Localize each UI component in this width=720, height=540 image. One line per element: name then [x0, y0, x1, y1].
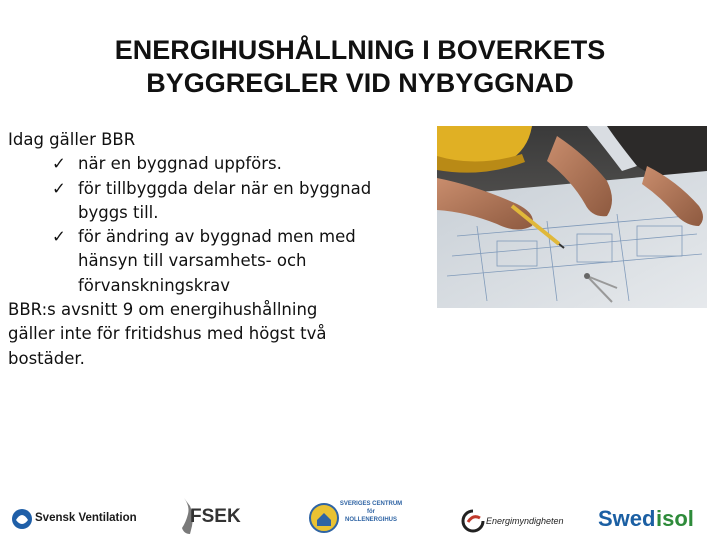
footer-text: gäller inte för fritidshus med högst två [8, 324, 327, 344]
swedisol-text-b: isol [656, 506, 694, 531]
bullet-item [8, 225, 428, 298]
bullet-text-cont: förvanskningskrav [78, 275, 230, 295]
bullet-text-cont: byggs till. [78, 202, 159, 222]
nollenergihus-logo [308, 498, 402, 538]
bullet-item [8, 152, 428, 176]
intro-text: Idag gäller BBR [8, 130, 136, 149]
partner-logos [0, 490, 720, 540]
energimyndigheten-text: Energimyndigheten [486, 516, 564, 526]
blueprint-photo [437, 126, 707, 308]
checkmark-icon: ✓ [52, 227, 66, 247]
swedisol-logo [598, 506, 714, 536]
nollenergihus-text-1: SVERIGES CENTRUM [339, 501, 403, 507]
slide-title [0, 34, 720, 100]
checkmark-icon: ✓ [52, 178, 66, 198]
bullet-text: för tillbyggda delar när en byggnad [78, 178, 372, 198]
swedisol-text-a: Swed [598, 506, 656, 531]
energimyndigheten-logo [460, 508, 570, 534]
bullet-text: för ändring av byggnad men med [78, 227, 356, 247]
footer-text: bostäder. [8, 348, 85, 368]
sun-house-icon [308, 502, 340, 534]
svensk-ventilation-text: Svensk Ventilation [35, 512, 137, 524]
slide-body [8, 128, 428, 371]
svensk-ventilation-logo [10, 506, 137, 534]
nollenergihus-text-3: NOLLENERGIHUS [344, 517, 397, 523]
bullet-item [8, 177, 428, 226]
footer-text: BBR:s avsnitt 9 om energihushållning [8, 300, 318, 320]
bullet-text-cont: hänsyn till varsamhets- och [78, 251, 307, 271]
energimyndigheten-swirl-icon [460, 508, 486, 534]
blueprint-illustration [437, 126, 707, 308]
bullet-text: när en byggnad uppförs. [78, 154, 282, 174]
title-line-1: ENERGIHUSHÅLLNING I BOVERKETS [114, 35, 606, 65]
checkmark-icon: ✓ [52, 154, 66, 174]
nollenergihus-text-2: för [367, 509, 375, 515]
fsek-logo [176, 496, 256, 536]
fsek-text: FSEK [190, 506, 241, 527]
title-line-2: BYGGREGLER VID NYBYGGNAD [146, 68, 574, 98]
